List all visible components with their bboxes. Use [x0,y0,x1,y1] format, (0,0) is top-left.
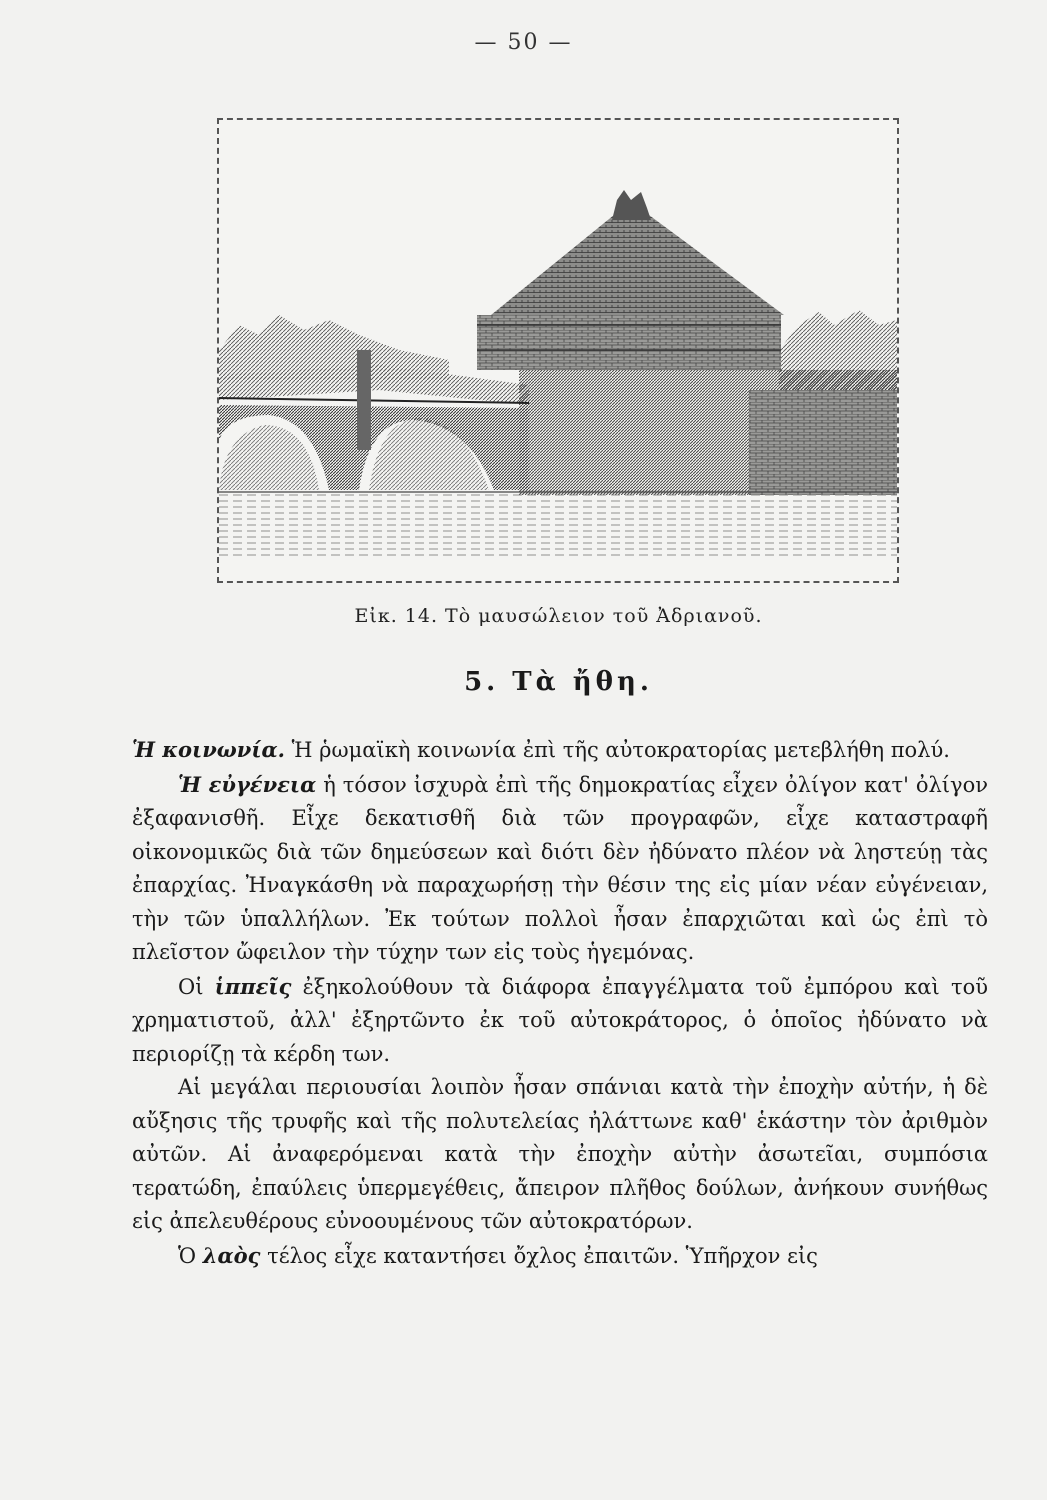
paragraph-lead: ἱππεῖς [214,973,292,999]
paragraph-prefix: Οἱ [178,974,215,999]
figure-caption: Εἰκ. 14. Τὸ μαυσώλειον τοῦ Ἀδριανοῦ. [354,605,763,627]
paragraph-society [132,733,988,768]
river-water [219,490,897,560]
mausoleum-drum [477,315,781,370]
section-heading: 5. Τὰ ἤθη. [464,667,653,697]
paragraph-text: ἐξηκολούθουν τὰ διάφορα ἐπαγγέλματα τοῦ ἐμπόρου καὶ τοῦ χρηματιστοῦ, ἀλλ' ἐξηρτῶντο ἐκ τοῦ αὐτοκράτορος, ὁ ὁποῖος ἠδύνατο νὰ περιορίζῃ τὰ κέρδη των. [132,974,988,1066]
paragraph-lead: Ἡ εὐγένεια [178,771,317,797]
paragraph-knights [132,970,988,1072]
paragraph-text: Αἱ μεγάλαι περιουσίαι λοιπὸν ἦσαν σπάνιαι κατὰ τὴν ἐποχὴν αὐτήν, ἡ δὲ αὔξησις τῆς τρυφῆς καὶ τῆς πολυτελείας ἠλάττωνε καθ' ἑκάστην τὸν ἀριθμὸν αὐτῶν. Αἱ ἀναφερόμεναι κατὰ τὴν ἐποχὴν αὐτὴν ἀσωτεῖαι, συμπόσια τερατώδη, ἐπαύλεις ὑπερμεγέθεις, ἄπειρον πλῆθος δούλων, ἀνήκουν συνήθως εἰς ἀπελευθέρους εὐνοουμένους τῶν αὐτοκρατόρων. [132,1075,988,1233]
paragraph-people [132,1239,988,1274]
figure-mausoleum-engraving [217,118,899,583]
paragraph-nobility [132,768,988,970]
paragraph-text: Ἡ ῥωμαϊκὴ κοινωνία ἐπὶ τῆς αὐτοκρατορίας μετεβλήθη πολύ. [284,738,950,762]
paragraph-prefix: Ὁ [178,1243,203,1268]
fortress-wall [749,390,897,495]
paragraph-text: ἡ τόσον ἰσχυρὰ ἐπὶ τῆς δημοκρατίας εἶχεν ὀλίγον κατ' ὀλίγον ἐξαφανισθῆ. Εἶχε δεκατισθῆ διὰ τῶν προγραφῶν, εἶχε καταστραφῆ οἰκονομικῶς διὰ τῶν δημεύσεων καὶ διότι δὲν ἠδύνατο πλέον νὰ ληστεύῃ τὰς ἐπαρχίας. Ἠναγκάσθη νὰ παραχωρήσῃ τὴν θέσιν της εἰς μίαν νέαν εὐγένειαν, τὴν τῶν ὑπαλλήλων. Ἐκ τούτων πολλοὶ ἦσαν ἐπαρχιῶται καὶ ὡς ἐπὶ τὸ πλεῖστον ὤφειλον τὴν τύχην των εἰς τοὺς ἡγεμόνας. [132,772,988,964]
page-number: — 50 — [474,30,573,55]
mausoleum-illustration [219,120,897,581]
body-text [132,733,988,1273]
paragraph-lead: Ἡ κοινωνία. [132,737,285,762]
paragraph-lead: λαὸς [202,1242,261,1268]
bridge-statue [357,350,371,450]
paragraph-fortunes [132,1071,988,1239]
paragraph-text: τέλος εἶχε καταντήσει ὄχλος ἐπαιτῶν. Ὑπῆρχον εἰς [260,1243,818,1268]
